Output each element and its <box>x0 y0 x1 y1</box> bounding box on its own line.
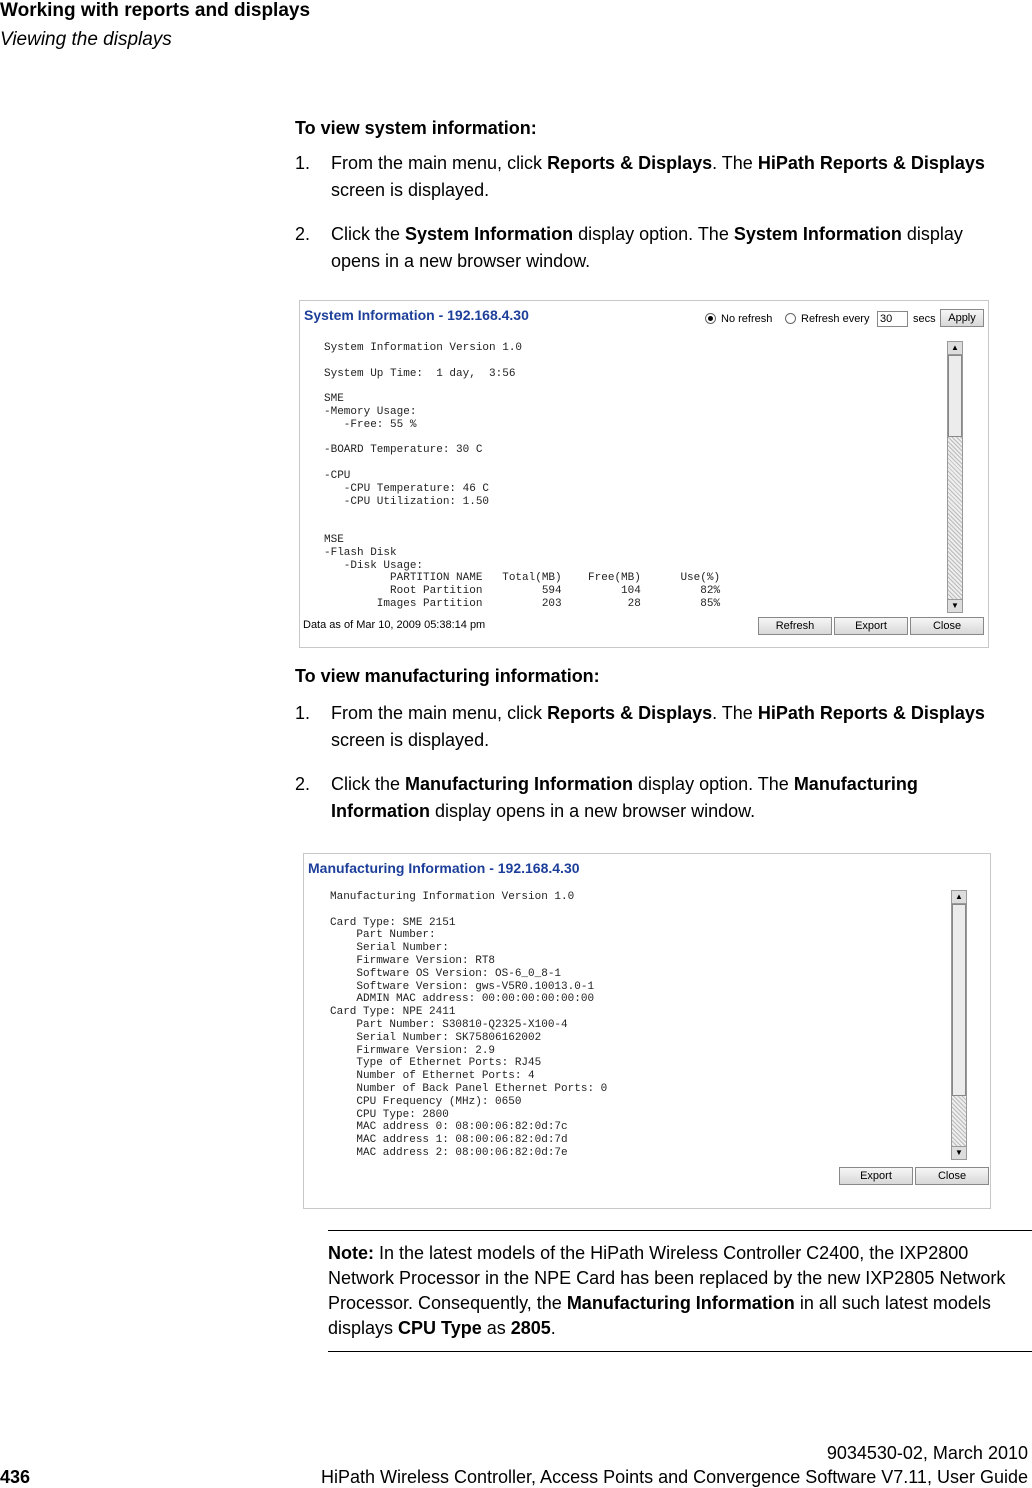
step-bold: HiPath Reports & Displays <box>757 703 985 723</box>
scroll-down-icon[interactable]: ▼ <box>948 599 962 612</box>
header-subtitle: Viewing the displays <box>0 29 172 50</box>
section1-step2 <box>295 221 1015 275</box>
note-text: In the latest models of the HiPath Wireless Controller C2400, the IXP2800 Network Processor in the NPE Card has been replaced by the new IXP2805 Network Processor. Consequently, the <box>328 1243 1006 1313</box>
step-bold: System Information <box>405 224 574 244</box>
step-bold: Manufacturing Information <box>405 774 634 794</box>
step-number: 2. <box>295 774 311 794</box>
refresh-button[interactable]: Refresh <box>758 617 832 635</box>
step-number: 1. <box>295 703 311 723</box>
step-text: . The <box>712 153 758 173</box>
section1-heading: To view system information: <box>295 118 537 138</box>
secs-label: secs <box>913 313 936 325</box>
step-text: Click the <box>331 224 406 244</box>
step-text: screen is displayed. <box>331 730 490 750</box>
step-bold: System Information <box>733 224 902 244</box>
scroll-down-icon[interactable]: ▼ <box>952 1146 966 1159</box>
no-refresh-label: No refresh <box>721 313 773 325</box>
section1-step1 <box>295 150 1015 204</box>
close-button[interactable]: Close <box>915 1167 989 1185</box>
refresh-every-label: Refresh every <box>801 313 870 325</box>
note-label: Note: <box>328 1243 374 1263</box>
section2-heading: To view manufacturing information: <box>295 666 600 686</box>
apply-button[interactable]: Apply <box>940 309 984 327</box>
page-number: 436 <box>0 1467 31 1487</box>
step-bold: Manufacturing Information <box>331 774 918 821</box>
manufacturing-info-content: Manufacturing Information Version 1.0 Card Type: SME 2151 Part Number: Serial Number: Firmware Version: RT8 Software OS Version: OS-6_0_8-1 Software Version: gws-V5R0.10013.0-1 ADMIN MAC address: 00:00:00:00:00:00 Card Type: NPE 2411 Part Number: S30810-Q2325-X100-4 Serial Number: SK75806162002 Firmware Version: 2.9 Type of Ethernet Ports: RJ45 Number of Ethernet Ports: 4 Number of Back Panel Ethernet Ports: 0 CPU Frequency (MHz): 0650 CPU Type: 2800 MAC address 0: 08:00:06:82:0d:7c MAC address 1: 08:00:06:82:0d:7d MAC address 2: 08:00:06:82:0d:7e <box>330 891 608 1159</box>
step-number: 2. <box>295 224 311 244</box>
note-box <box>328 1230 1032 1352</box>
scroll-up-icon[interactable]: ▲ <box>948 342 962 355</box>
no-refresh-radio[interactable] <box>705 313 716 324</box>
note-text: as <box>481 1318 511 1338</box>
step-text: Click the <box>331 774 406 794</box>
step-text: From the main menu, click <box>331 153 548 173</box>
step-text: display opens in a new browser window. <box>430 801 756 821</box>
step-text: display option. The <box>573 224 734 244</box>
note-bold: 2805 <box>510 1318 551 1338</box>
footer-docnum: 9034530-02, March 2010 <box>826 1443 1028 1463</box>
step-bold: Reports & Displays <box>547 703 713 723</box>
step-text: screen is displayed. <box>331 180 490 200</box>
section2-step2 <box>295 771 1015 825</box>
section2-step1 <box>295 700 1015 754</box>
data-timestamp: Data as of Mar 10, 2009 05:38:14 pm <box>303 619 486 631</box>
step-text: display option. The <box>633 774 794 794</box>
step-text: From the main menu, click <box>331 703 548 723</box>
step-number: 1. <box>295 153 311 173</box>
system-info-content: System Information Version 1.0 System Up Time: 1 day, 3:56 SME -Memory Usage: -Free: 55 % -BOARD Temperature: 30 C -CPU -CPU Temperature: 46 C -CPU Utilization: 1.50 MSE -Flash Disk -Disk Usage: PARTITION NAME Total(MB) Free(MB) Use(%) Root Partition 594 104 82% Images Partition 203 28 85% <box>324 342 721 610</box>
manufacturing-info-scrollbar[interactable] <box>951 890 967 1160</box>
manufacturing-info-window <box>303 853 991 1209</box>
step-bold: Reports & Displays <box>547 153 713 173</box>
export-button[interactable]: Export <box>839 1167 913 1185</box>
note-bold: Manufacturing Information <box>566 1293 795 1313</box>
system-info-title: System Information - 192.168.4.30 <box>304 307 529 323</box>
note-text: . <box>550 1318 556 1338</box>
header-title: Working with reports and displays <box>0 0 311 21</box>
step-text: display opens in a new browser window. <box>331 224 963 271</box>
system-info-scrollbar[interactable] <box>947 341 963 613</box>
scroll-thumb[interactable] <box>952 904 966 1096</box>
step-bold: HiPath Reports & Displays <box>757 153 985 173</box>
note-bold: CPU Type <box>398 1318 482 1338</box>
scroll-thumb[interactable] <box>948 355 962 437</box>
export-button[interactable]: Export <box>834 617 908 635</box>
scroll-up-icon[interactable]: ▲ <box>952 891 966 904</box>
manufacturing-info-title: Manufacturing Information - 192.168.4.30 <box>308 860 580 876</box>
close-button[interactable]: Close <box>910 617 984 635</box>
refresh-every-radio[interactable] <box>785 313 796 324</box>
step-text: . The <box>712 703 758 723</box>
note-text: in all such latest models displays <box>328 1293 991 1338</box>
system-info-window <box>299 300 989 648</box>
footer-title: HiPath Wireless Controller, Access Points and Convergence Software V7.11, User Guide <box>320 1467 1028 1487</box>
refresh-interval-input[interactable]: 30 <box>877 311 908 327</box>
